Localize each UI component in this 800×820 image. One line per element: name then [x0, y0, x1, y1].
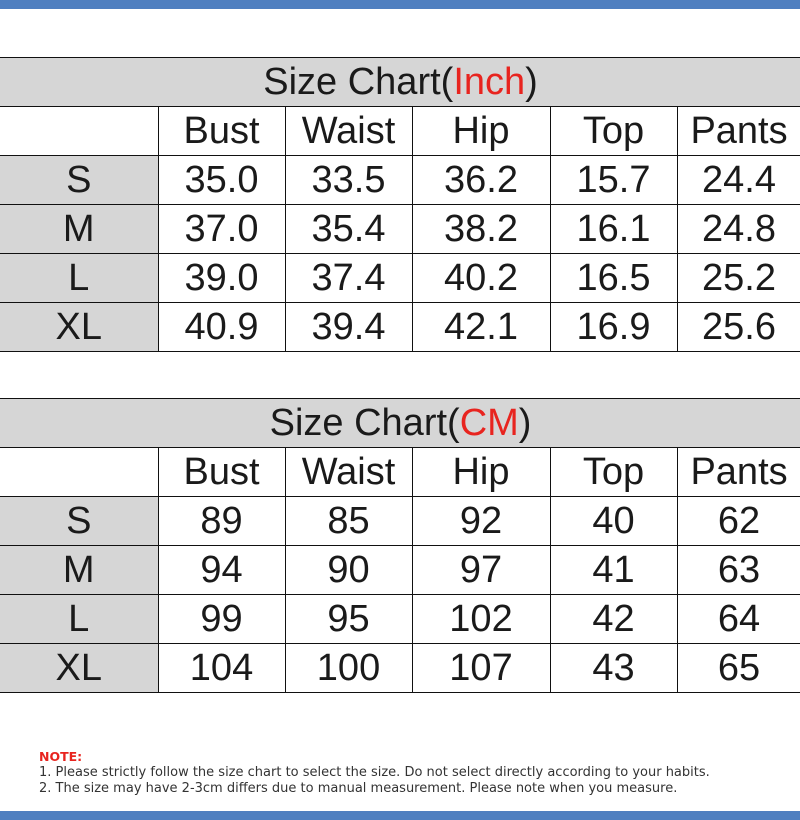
table-cell: 16.5: [550, 254, 677, 303]
table-cell: 16.9: [550, 303, 677, 352]
column-header: Bust: [158, 448, 285, 497]
column-header: Top: [550, 107, 677, 156]
table-cell: 64: [677, 595, 800, 644]
table-cell: 39.4: [285, 303, 412, 352]
table-title-row: [0, 58, 800, 107]
table-cell: 41: [550, 546, 677, 595]
table-cell: 90: [285, 546, 412, 595]
unit-label: Inch: [453, 61, 526, 103]
table-cell: 63: [677, 546, 800, 595]
table-cell: 92: [412, 497, 550, 546]
table-cell: 24.8: [677, 205, 800, 254]
table-cell: 33.5: [285, 156, 412, 205]
unit-label: CM: [459, 402, 519, 444]
column-header: Waist: [285, 448, 412, 497]
size-label: XL: [0, 644, 158, 693]
top-accent-bar: [0, 0, 800, 9]
table-cell: 40.2: [412, 254, 550, 303]
table-row: [0, 156, 800, 205]
table-cell: 24.4: [677, 156, 800, 205]
table-cell: 25.6: [677, 303, 800, 352]
note-line: 2. The size may have 2-3cm differs due to manual measurement. Please note when you measure.: [39, 781, 678, 796]
table-row: [0, 254, 800, 303]
table-cell: 36.2: [412, 156, 550, 205]
column-header-row: [0, 448, 800, 497]
table-cell: 94: [158, 546, 285, 595]
column-header: Top: [550, 448, 677, 497]
table-row: [0, 497, 800, 546]
table-cell: 89: [158, 497, 285, 546]
size-label: M: [0, 546, 158, 595]
table-cell: 100: [285, 644, 412, 693]
table-cell: 85: [285, 497, 412, 546]
header-corner-cell: [0, 448, 158, 497]
table-cell: 15.7: [550, 156, 677, 205]
size-chart-inch-title: Size Chart(Inch): [0, 58, 800, 107]
table-cell: 43: [550, 644, 677, 693]
table-cell: 42: [550, 595, 677, 644]
table-cell: 104: [158, 644, 285, 693]
size-chart-cm-title: Size Chart(CM): [0, 399, 800, 448]
table-cell: 99: [158, 595, 285, 644]
notes-section: [39, 749, 710, 797]
size-label: L: [0, 595, 158, 644]
table-cell: 35.0: [158, 156, 285, 205]
table-title-row: [0, 399, 800, 448]
table-cell: 107: [412, 644, 550, 693]
table-cell: 95: [285, 595, 412, 644]
size-label: M: [0, 205, 158, 254]
column-header-row: [0, 107, 800, 156]
column-header: Hip: [412, 107, 550, 156]
table-row: [0, 546, 800, 595]
table-cell: 38.2: [412, 205, 550, 254]
table-row: [0, 205, 800, 254]
table-cell: 35.4: [285, 205, 412, 254]
table-cell: 39.0: [158, 254, 285, 303]
column-header: Hip: [412, 448, 550, 497]
table-cell: 102: [412, 595, 550, 644]
table-row: [0, 644, 800, 693]
bottom-accent-bar: [0, 811, 800, 820]
table-cell: 42.1: [412, 303, 550, 352]
note-title: NOTE:: [39, 749, 83, 764]
size-label: L: [0, 254, 158, 303]
column-header: Pants: [677, 107, 800, 156]
size-label: S: [0, 497, 158, 546]
table-cell: 16.1: [550, 205, 677, 254]
size-label: S: [0, 156, 158, 205]
column-header: Pants: [677, 448, 800, 497]
table-row: [0, 595, 800, 644]
table-cell: 40: [550, 497, 677, 546]
table-row: [0, 303, 800, 352]
table-cell: 37.4: [285, 254, 412, 303]
table-cell: 65: [677, 644, 800, 693]
header-corner-cell: [0, 107, 158, 156]
size-label: XL: [0, 303, 158, 352]
table-cell: 25.2: [677, 254, 800, 303]
column-header: Bust: [158, 107, 285, 156]
table-cell: 37.0: [158, 205, 285, 254]
table-cell: 62: [677, 497, 800, 546]
table-cell: 40.9: [158, 303, 285, 352]
size-chart-inch-table: [0, 57, 800, 352]
column-header: Waist: [285, 107, 412, 156]
note-line: 1. Please strictly follow the size chart to select the size. Do not select directly according to your habits.: [39, 765, 710, 780]
table-cell: 97: [412, 546, 550, 595]
size-chart-cm-table: [0, 398, 800, 693]
